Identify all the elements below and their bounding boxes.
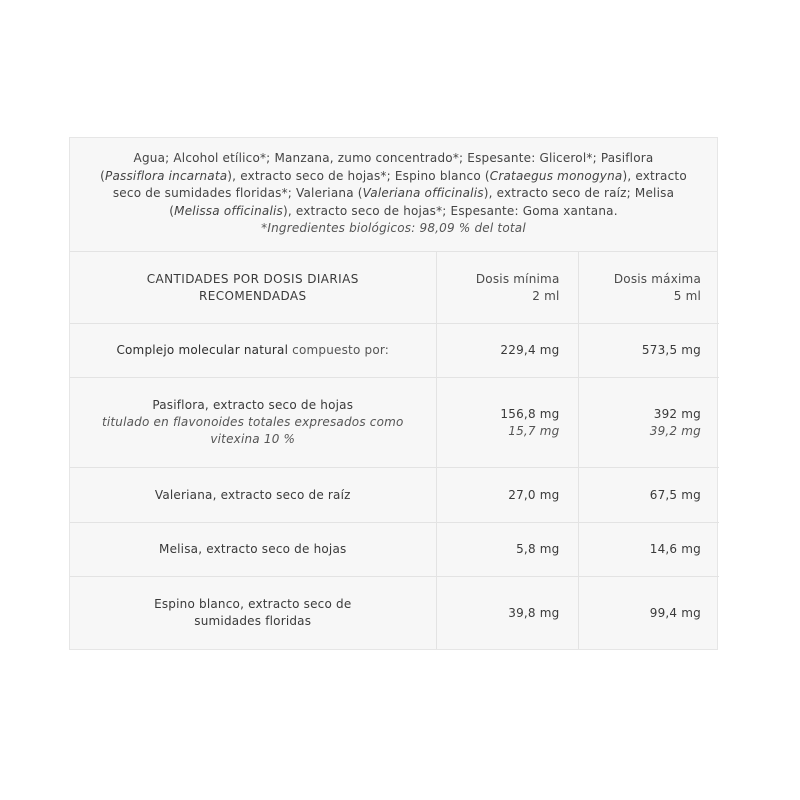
row-max-value [578, 378, 719, 468]
nutrition-card [69, 137, 718, 650]
ingredients-part-4: ), extracto seco de raíz; Melisa ( [169, 186, 675, 218]
header-max-unit: 5 ml [673, 288, 701, 303]
header-label: CANTIDADES POR DOSIS DIARIAS RECOMENDADAS [146, 271, 359, 303]
ingredients-part-2: ), extracto seco de hojas*; Espino blanco ( [227, 168, 490, 183]
header-min-unit: 2 ml [532, 288, 560, 303]
row-max-main: 392 mg [653, 406, 701, 421]
header-max-label: Dosis máxima [613, 271, 701, 286]
row-min-value: 39,8 mg [436, 577, 578, 650]
row-name [70, 378, 436, 468]
ingredients-latin-3: Valeriana officinalis [362, 186, 484, 201]
row-min-value: 229,4 mg [436, 324, 578, 378]
row-max-value: 14,6 mg [578, 523, 719, 577]
row-name-main: Pasiflora, extracto seco de hojas [152, 398, 354, 412]
header-max-dose [578, 252, 719, 324]
row-name: Melisa, extracto seco de hojas [70, 523, 436, 577]
header-min-label: Dosis mínima [475, 271, 560, 286]
row-min-value: 5,8 mg [436, 523, 578, 577]
header-min-dose [436, 252, 578, 324]
ingredients-latin-2: Crataegus monogyna [489, 168, 623, 183]
row-name-sub: titulado en flavonoides totales expresados como vitexina 10 % [101, 415, 404, 446]
table-row [70, 468, 719, 523]
row-max-value: 67,5 mg [578, 468, 719, 523]
row-min-value [436, 378, 578, 468]
table-header-row [70, 252, 719, 324]
table-row [70, 577, 719, 650]
row-name [70, 324, 436, 378]
dosage-table [70, 252, 719, 649]
table-row [70, 324, 719, 378]
ingredients-text [70, 138, 717, 252]
row-min-sub: 15,7 mg [508, 423, 560, 438]
row-name: Valeriana, extracto seco de raíz [70, 468, 436, 523]
row-name-main: Complejo molecular natural [116, 343, 289, 357]
row-max-value: 573,5 mg [578, 324, 719, 378]
ingredients-part-1: Agua; Alcohol etílico*; Manzana, zumo concentrado*; Espesante: Glicerol*; Pasiflora ( [100, 151, 654, 183]
row-name-suffix: compuesto por: [288, 343, 390, 357]
row-max-sub: 39,2 mg [649, 423, 701, 438]
table-row [70, 523, 719, 577]
table-row [70, 378, 719, 468]
ingredients-part-5: ), extracto seco de hojas*; Espesante: Goma xantana. [282, 203, 618, 218]
row-name: Espino blanco, extracto seco de sumidades floridas [70, 577, 436, 650]
row-min-main: 156,8 mg [500, 406, 560, 421]
ingredients-latin-1: Passiflora incarnata [105, 168, 228, 183]
ingredients-organic-note: *Ingredientes biológicos: 98,09 % del total [261, 221, 526, 236]
ingredients-part-3: ), extracto seco de sumidades floridas*; Valeriana ( [112, 168, 687, 201]
row-min-value: 27,0 mg [436, 468, 578, 523]
ingredients-latin-4: Melissa officinalis [174, 203, 283, 218]
row-max-value: 99,4 mg [578, 577, 719, 650]
